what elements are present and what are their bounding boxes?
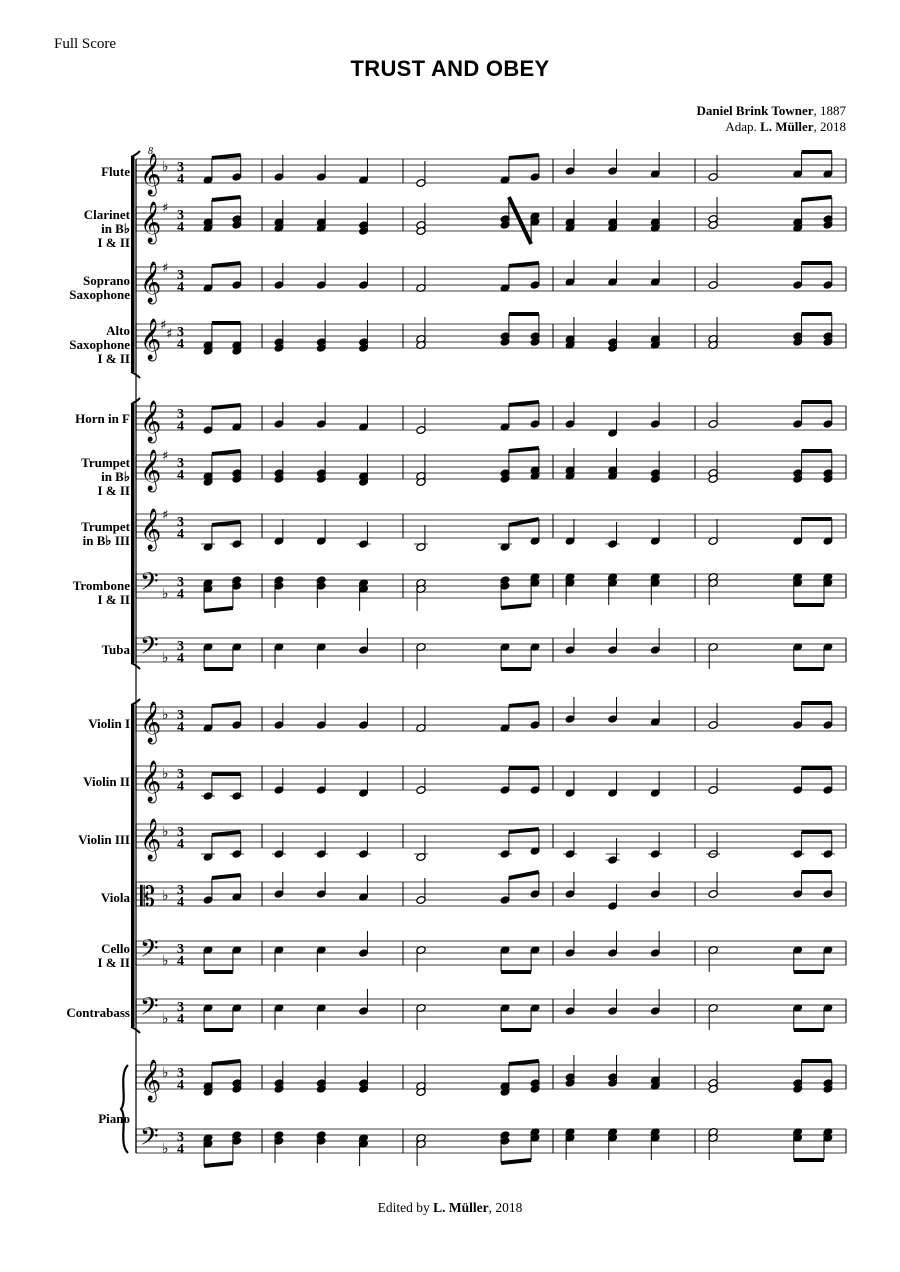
sharp-icon: ♯ bbox=[162, 508, 169, 523]
instrument-label-violin-1: Violin I bbox=[88, 716, 130, 731]
time-signature-denominator: 4 bbox=[177, 468, 184, 483]
flat-icon: ♭ bbox=[162, 650, 169, 666]
beam bbox=[212, 875, 241, 878]
instrument-label-trumpet-1-2: Trumpet in B♭ I & II bbox=[81, 455, 130, 498]
brass-bracket bbox=[131, 404, 135, 663]
time-signature-denominator: 4 bbox=[177, 172, 184, 187]
time-signature-denominator: 4 bbox=[177, 1142, 184, 1157]
instrument-label-contrabass: Contrabass bbox=[66, 1005, 130, 1020]
adapter-year: , 2018 bbox=[813, 119, 846, 134]
flat-icon: ♭ bbox=[162, 953, 169, 969]
woodwinds-bracket bbox=[131, 157, 135, 372]
bass-clef-icon: 𝄢 bbox=[140, 934, 159, 968]
time-signature-denominator: 4 bbox=[177, 779, 184, 794]
beam bbox=[509, 703, 539, 706]
composer-name: Daniel Brink Towner bbox=[696, 103, 814, 118]
sharp-icon: ♯ bbox=[160, 318, 167, 333]
time-signature-denominator: 4 bbox=[177, 220, 184, 235]
instrument-label-violin-2: Violin II bbox=[83, 774, 130, 789]
beam bbox=[802, 197, 832, 200]
bass-clef-icon: 𝄢 bbox=[140, 992, 159, 1026]
instrument-label-trombone: Trombone I & II bbox=[72, 578, 130, 607]
piece-title: TRUST AND OBEY bbox=[350, 56, 550, 81]
time-signature-numerator: 3 bbox=[177, 515, 184, 530]
treble-clef-icon: 𝄞 bbox=[140, 702, 162, 743]
flat-icon: ♭ bbox=[162, 159, 169, 175]
treble-clef-icon: 𝄞 bbox=[140, 319, 162, 360]
time-signature-numerator: 3 bbox=[177, 325, 184, 340]
instrument-label-tuba: Tuba bbox=[101, 642, 130, 657]
beam bbox=[509, 155, 539, 158]
beam bbox=[509, 402, 539, 405]
score-type-label: Full Score bbox=[54, 36, 117, 52]
time-signature-numerator: 3 bbox=[177, 268, 184, 283]
treble-clef-icon: 𝄞 bbox=[140, 1060, 162, 1101]
time-signature-denominator: 4 bbox=[177, 1078, 184, 1093]
time-signature-numerator: 3 bbox=[177, 767, 184, 782]
time-signature-denominator: 4 bbox=[177, 954, 184, 969]
beam bbox=[212, 703, 241, 706]
flat-icon: ♭ bbox=[162, 707, 169, 723]
time-signature-denominator: 4 bbox=[177, 419, 184, 434]
beam bbox=[509, 448, 539, 451]
instrument-label-cello: Cello I & II bbox=[97, 941, 130, 970]
time-signature-numerator: 3 bbox=[177, 883, 184, 898]
time-signature-numerator: 3 bbox=[177, 407, 184, 422]
flat-icon: ♭ bbox=[162, 824, 169, 840]
time-signature-numerator: 3 bbox=[177, 575, 184, 590]
composer-year: , 1887 bbox=[813, 103, 846, 118]
woodwinds-bracket-top bbox=[131, 151, 140, 157]
time-signature-denominator: 4 bbox=[177, 837, 184, 852]
beam bbox=[212, 832, 241, 835]
beam bbox=[509, 1061, 539, 1064]
time-signature-denominator: 4 bbox=[177, 527, 184, 542]
beam bbox=[212, 263, 241, 266]
flat-icon: ♭ bbox=[162, 888, 169, 904]
flat-icon: ♭ bbox=[162, 1065, 169, 1081]
instrument-label-trumpet-3: Trumpet in B♭ III bbox=[81, 519, 130, 548]
time-signature-numerator: 3 bbox=[177, 825, 184, 840]
flat-icon: ♭ bbox=[162, 1141, 169, 1157]
time-signature-numerator: 3 bbox=[177, 160, 184, 175]
editor-prefix: Edited by bbox=[377, 1200, 434, 1215]
time-signature-denominator: 4 bbox=[177, 587, 184, 602]
instrument-label-flute: Flute bbox=[101, 164, 130, 179]
bass-clef-icon: 𝄢 bbox=[140, 1122, 159, 1156]
flat-icon: ♭ bbox=[162, 586, 169, 602]
beam bbox=[204, 1163, 233, 1166]
instrument-label-horn: Horn in F bbox=[75, 411, 130, 426]
sharp-icon: ♯ bbox=[162, 449, 169, 464]
time-signature-denominator: 4 bbox=[177, 337, 184, 352]
beam bbox=[509, 197, 531, 244]
sharp-icon: ♯ bbox=[162, 201, 169, 216]
beam bbox=[501, 1160, 531, 1163]
beam bbox=[509, 872, 539, 878]
instrument-label-clarinet: Clarinet in B♭ I & II bbox=[83, 207, 130, 250]
time-signature-numerator: 3 bbox=[177, 1130, 184, 1145]
treble-clef-icon: 𝄞 bbox=[140, 154, 162, 195]
adapter-name: L. Müller bbox=[760, 119, 814, 134]
beam bbox=[212, 451, 241, 454]
treble-clef-icon: 𝄞 bbox=[140, 509, 162, 550]
adapter-prefix: Adap. bbox=[725, 119, 761, 134]
editor-year: , 2018 bbox=[488, 1200, 523, 1215]
time-signature-numerator: 3 bbox=[177, 942, 184, 957]
treble-clef-icon: 𝄞 bbox=[140, 262, 162, 303]
editor-name: L. Müller bbox=[433, 1200, 489, 1215]
bass-clef-icon: 𝄢 bbox=[140, 631, 159, 665]
flat-icon: ♭ bbox=[162, 1011, 169, 1027]
treble-clef-icon: 𝄞 bbox=[140, 202, 162, 243]
beam bbox=[204, 608, 233, 611]
bass-clef-icon: 𝄢 bbox=[140, 567, 159, 601]
instrument-label-soprano-sax: Soprano Saxophone bbox=[69, 273, 130, 302]
instrument-label-piano: Piano bbox=[98, 1111, 130, 1126]
treble-clef-icon: 𝄞 bbox=[140, 450, 162, 491]
time-signature-denominator: 4 bbox=[177, 280, 184, 295]
time-signature-numerator: 3 bbox=[177, 639, 184, 654]
treble-clef-icon: 𝄞 bbox=[140, 401, 162, 442]
strings-bracket bbox=[131, 705, 135, 1027]
instrument-label-alto-sax: Alto Saxophone I & II bbox=[69, 323, 130, 366]
treble-clef-icon: 𝄞 bbox=[140, 761, 162, 802]
time-signature-numerator: 3 bbox=[177, 708, 184, 723]
beam bbox=[212, 155, 241, 158]
beam bbox=[212, 197, 241, 200]
editor-credit bbox=[0, 1200, 900, 1216]
time-signature-numerator: 3 bbox=[177, 1000, 184, 1015]
time-signature-denominator: 4 bbox=[177, 720, 184, 735]
beam bbox=[212, 405, 241, 408]
time-signature-numerator: 3 bbox=[177, 456, 184, 471]
beam bbox=[212, 522, 241, 525]
piano-brace bbox=[121, 1065, 128, 1153]
sharp-icon: ♯ bbox=[162, 261, 169, 276]
alto-clef-icon: 𝄡 bbox=[140, 882, 156, 913]
flat-icon: ♭ bbox=[162, 766, 169, 782]
time-signature-numerator: 3 bbox=[177, 208, 184, 223]
time-signature-denominator: 4 bbox=[177, 651, 184, 666]
ottava-mark: 8 bbox=[148, 146, 153, 157]
beam bbox=[509, 263, 539, 266]
instrument-label-viola: Viola bbox=[100, 890, 130, 905]
time-signature-numerator: 3 bbox=[177, 1066, 184, 1081]
time-signature-denominator: 4 bbox=[177, 1012, 184, 1027]
treble-clef-icon: 𝄞 bbox=[140, 819, 162, 860]
instrument-label-violin-3: Violin III bbox=[78, 832, 130, 847]
beam bbox=[501, 605, 531, 608]
time-signature-denominator: 4 bbox=[177, 895, 184, 910]
beam bbox=[509, 829, 539, 832]
beam bbox=[212, 1061, 241, 1064]
sharp-icon: ♯ bbox=[166, 327, 173, 342]
